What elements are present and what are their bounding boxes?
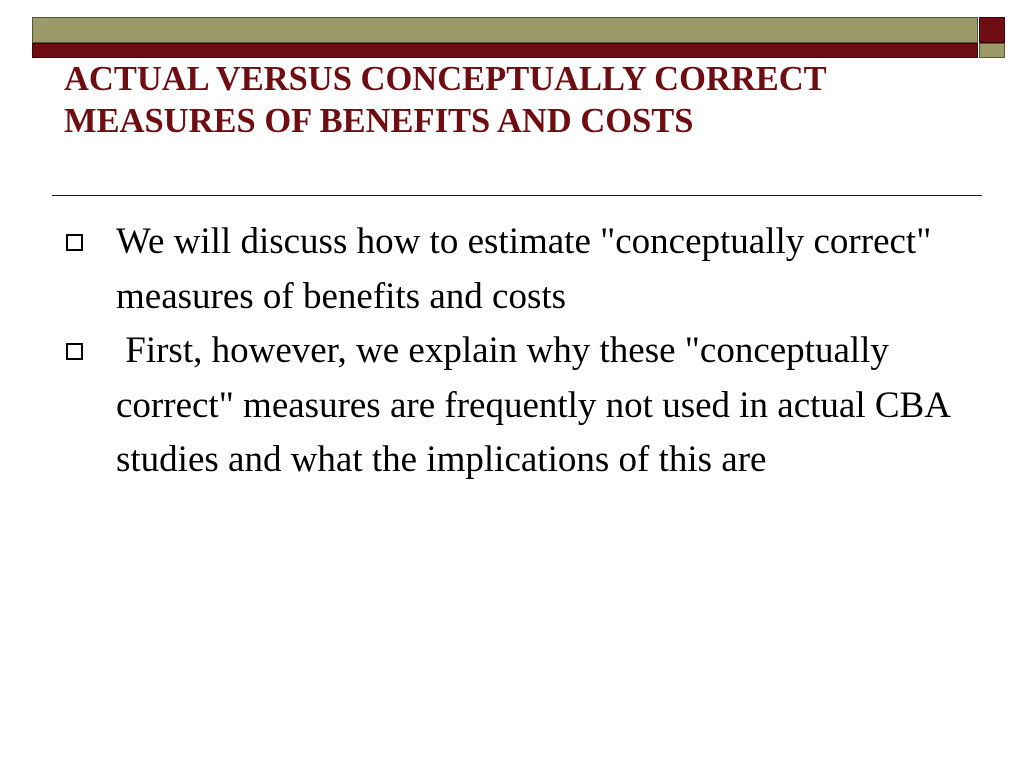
bullet-item	[66, 215, 966, 324]
bullet-text: We will discuss how to estimate "conceptually correct" measures of benefits and costs	[116, 221, 932, 317]
title-divider	[52, 195, 982, 196]
slide-title: ACTUAL VERSUS CONCEPTUALLY CORRECT MEASURES OF BENEFITS AND COSTS	[64, 60, 827, 140]
bullet-item	[66, 324, 966, 488]
hollow-square-bullet-icon	[66, 343, 83, 360]
header-corner-olive-block	[979, 43, 1005, 58]
bullet-text: First, however, we explain why these "conceptually correct" measures are frequently not used in actual CBA studies and what the implications of this are	[116, 330, 959, 480]
header-olive-bar	[32, 17, 978, 43]
hollow-square-bullet-icon	[66, 234, 83, 251]
header-red-bar	[32, 43, 978, 58]
header-corner-red-block	[979, 17, 1005, 43]
bullet-list	[66, 215, 966, 488]
